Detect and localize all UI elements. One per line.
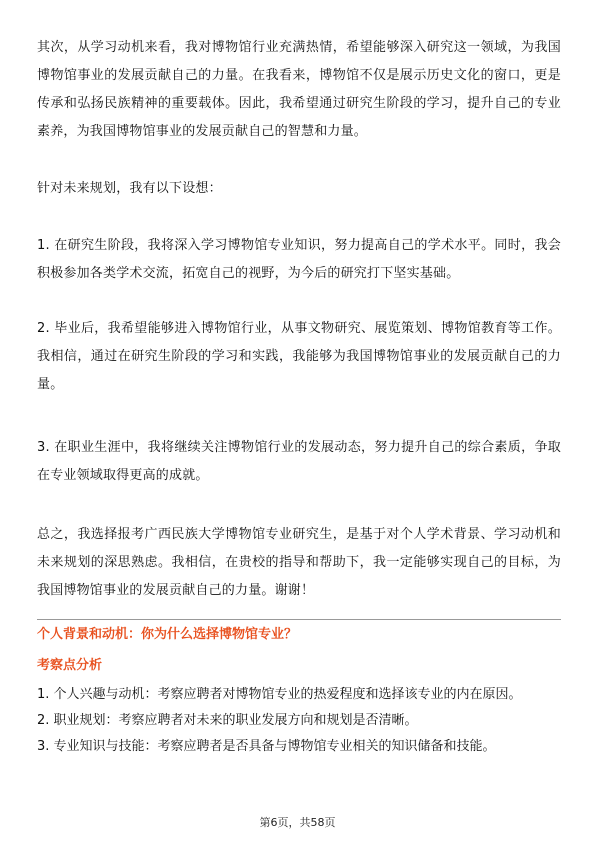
paragraph-motivation: 其次，从学习动机来看，我对博物馆行业充满热情，希望能够深入研究这一领域，为我国博物馆事业的发展贡献自己的力量。在我看来，博物馆不仅是展示历史文化的窗口，更是传承和弘扬民族精神的重要载体。因此，我希望通过研究生阶段的学习，提升自己的专业素养，为我国博物馆事业的发展贡献自己的智慧和力量。 (37, 40, 561, 139)
paragraph-conclusion: 总之，我选择报考广西民族大学博物馆专业研究生，是基于对个人学术背景、学习动机和未来规划的深思熟虑。我相信，在贵校的指导和帮助下，我一定能够实现自己的目标，为我国博物馆事业的发展贡献自己的力量。谢谢！ (37, 527, 561, 598)
list-item: 3. 专业知识与技能：考察应聘者是否具备与博物馆专业相关的知识储备和技能。 (37, 739, 496, 754)
page-number: 第6页，共58页 (259, 816, 336, 829)
paragraph-plan-3: 3. 在职业生涯中，我将继续关注博物馆行业的发展动态，努力提升自己的综合素质，争取在专业领域取得更高的成就。 (37, 440, 561, 483)
section-subtitle: 考察点分析 (37, 658, 103, 673)
list-item: 2. 职业规划：考察应聘者对未来的职业发展方向和规划是否清晰。 (37, 713, 418, 728)
paragraph-plan-2: 2. 毕业后，我希望能够进入博物馆行业，从事文物研究、展览策划、博物馆教育等工作。我相信，通过在研究生阶段的学习和实践，我能够为我国博物馆事业的发展贡献自己的力量。 (37, 321, 561, 392)
list-item: 1. 个人兴趣与动机：考察应聘者对博物馆专业的热爱程度和选择该专业的内在原因。 (37, 687, 522, 702)
analysis-list (37, 682, 561, 760)
section-title: 个人背景和动机：你为什么选择博物馆专业？ (37, 627, 298, 642)
paragraph-plan-1: 1. 在研究生阶段，我将深入学习博物馆专业知识，努力提高自己的学术水平。同时，我会积极参加各类学术交流，拓宽自己的视野，为今后的研究打下坚实基础。 (37, 238, 561, 281)
section-divider (37, 619, 561, 620)
paragraph-plan-intro: 针对未来规划，我有以下设想： (37, 181, 222, 196)
